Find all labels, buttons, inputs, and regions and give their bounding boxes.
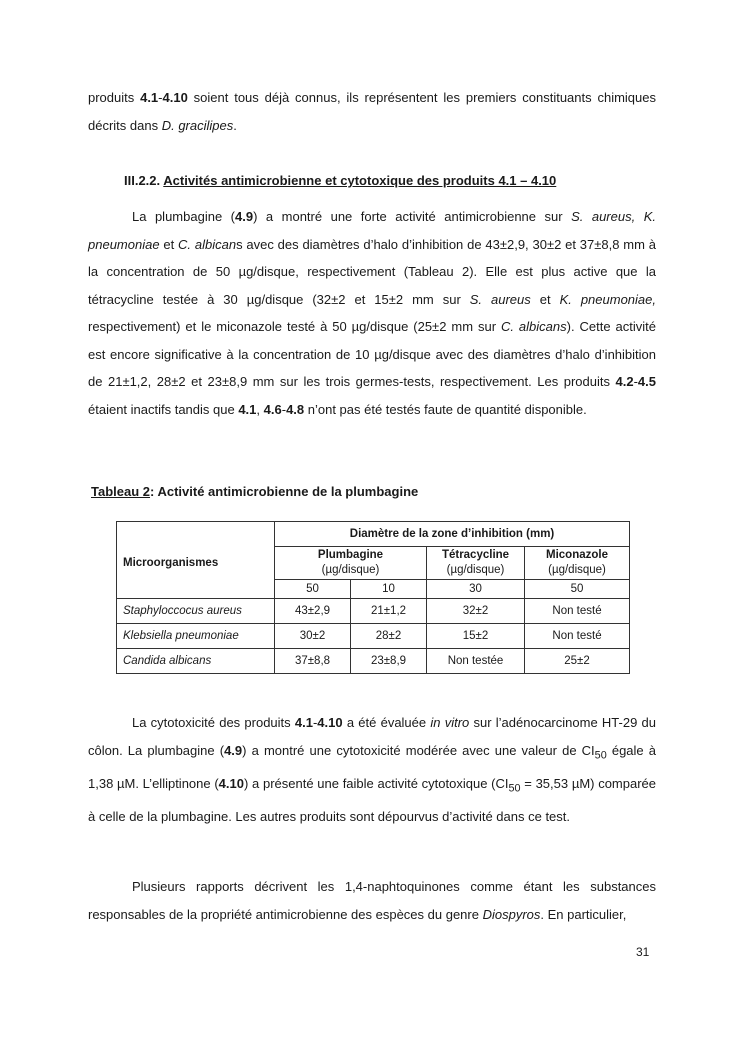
text-run: Plusieurs rapports décrivent les 1,4-naphtoquinones comme étant les substances responsables de la propriété antimicrobienne des espèces du genre [88,879,656,922]
species-name: S. aureus, K. pneumoniae [88,209,656,252]
text-run: étaient inactifs tandis que [88,401,239,417]
text-run: a été évaluée [342,715,431,730]
table-header-row [117,522,630,547]
section-title: Activités antimicrobienne et cytotoxique des produits 4.1 – 4.10 [163,173,557,188]
value-cell: 23±8,9 [351,649,427,674]
dose-cell: 50 [525,580,630,599]
text-run: . En particulier, [540,906,627,922]
column-unit: (µg/disque) [321,564,380,576]
text-run: . [233,117,237,133]
intro-paragraph [88,84,656,139]
header-corner-cell [117,522,275,547]
text-run: - [312,715,318,730]
compound-ref: 4.6 [263,401,282,417]
compound-ref: 4.5 [637,374,656,389]
section-number: III.2.2. [124,173,164,188]
text-run: - [158,90,163,105]
column-unit: (µg/disque) [446,564,505,576]
value-cell: 37±8,8 [275,649,351,674]
compound-ref: 4.2 [615,374,634,389]
text-run: La cytotoxicité des produits [132,715,295,730]
text-run: s avec des diamètres d’halo d’inhibition de 43±2,9, 30±2 et 37±8,8 mm à la concentration de 50 µg/disque, respectivement (Tableau 2). Elle est plus active que la tétracycline testée à 30 µg/disque (32±2 et 15±2 mm sur [88,236,656,307]
text-run: La plumbagine ( [132,209,235,224]
dose-cell: 50 [275,580,351,599]
value-cell: 21±1,2 [351,599,427,624]
column-unit: (µg/disque) [548,564,606,576]
column-name: Tétracycline [441,549,510,561]
dose-cell: 30 [427,580,525,599]
subscript: 50 [594,749,607,762]
section-heading [124,171,556,191]
genus-name: Diospyros [482,906,541,922]
column-header-tetracycline [427,547,525,580]
text-run: sur l’adénocarcinome HT-29 du côlon. La plumbagine ( [88,715,656,758]
compound-ref: 4.10 [317,715,343,730]
compound-ref: 4.9 [224,742,243,758]
organism-cell: Staphyloccocus aureus [117,599,275,624]
italic-term: in vitro [430,715,470,730]
text-run: et [530,291,560,307]
compound-ref: 4.1 [238,401,257,417]
text-run: - [281,401,287,417]
table-caption [91,482,418,502]
text-run: ) a montré une forte activité antimicrobienne sur [253,209,572,224]
dose-cell: 10 [351,580,427,599]
text-run: produits [88,90,141,105]
value-cell: 25±2 [525,649,630,674]
antimicrobial-paragraph [88,203,656,423]
column-name: Miconazole [546,549,608,561]
value-cell: 30±2 [275,624,351,649]
compound-ref: 4.8 [286,401,305,417]
value-cell: 32±2 [427,599,525,624]
species-name: K. pneumoniae, [559,291,656,307]
page-number: 31 [636,945,650,959]
text-run: , [256,401,264,417]
text-run: - [633,374,638,389]
organism-cell: Klebsiella pneumoniae [117,624,275,649]
text-run: ) a montré une cytotoxicité modérée avec une valeur de CI [242,742,595,758]
column-name: Plumbagine [317,549,384,561]
compound-ref: 4.10 [162,90,188,105]
text-run: soient tous déjà connus, ils représentent les premiers constituants chimiques décrits dans [88,90,656,133]
table-row [117,599,630,624]
table-row [117,649,630,674]
table-title: : Activité antimicrobienne de la plumbagine [150,484,419,499]
compound-ref: 4.10 [218,775,244,791]
text-run: n’ont pas été testés faute de quantité disponible. [304,401,587,417]
text-run: égale à 1,38 µM. L’elliptinone ( [88,742,656,791]
value-cell: Non testé [525,599,630,624]
value-cell: 43±2,9 [275,599,351,624]
species-name: D. gracilipes [161,117,234,133]
text-run: et [159,236,179,252]
cytotoxicity-paragraph [88,709,656,830]
column-header-miconazole [525,547,630,580]
naphthoquinone-paragraph [88,873,656,928]
column-header-plumbagine [275,547,427,580]
table-header-row [117,547,630,580]
compound-ref: 4.1 [294,715,313,730]
species-name: C. albicans [500,319,567,334]
table-dose-row [117,580,630,599]
compound-ref: 4.1 [140,90,159,105]
value-cell: Non testé [525,624,630,649]
value-cell: 15±2 [427,624,525,649]
antimicrobial-table [116,521,630,674]
species-name: C. albican [178,236,237,252]
text-run: respectivement) et le miconazole testé à 50 µg/disque (25±2 mm sur [88,319,501,334]
text-run: ) a présenté une faible activité cytotoxique (CI [243,775,509,791]
text-run: ). Cette activité est encore significative à la concentration de 10 µg/disque avec des diamètres d’halo d’inhibition de 21±1,2, 28±2 et 23±8,9 mm sur les trois germes-tests, respectivement. Les produits [88,319,657,389]
super-header: Diamètre de la zone d’inhibition (mm) [275,522,630,547]
row-header: Microorganismes [117,547,275,580]
species-name: S. aureus [469,291,531,307]
organism-cell: Candida albicans [117,649,275,674]
table-label: Tableau 2 [91,484,151,499]
text-run: = 35,53 µM) comparée à celle de la plumbagine. Les autres produits sont dépourvus d’activité dans ce test. [88,775,657,824]
table-row [117,624,630,649]
dose-row-blank [117,580,275,599]
value-cell: Non testée [427,649,525,674]
subscript: 50 [508,782,521,795]
compound-ref: 4.9 [235,209,254,224]
value-cell: 28±2 [351,624,427,649]
